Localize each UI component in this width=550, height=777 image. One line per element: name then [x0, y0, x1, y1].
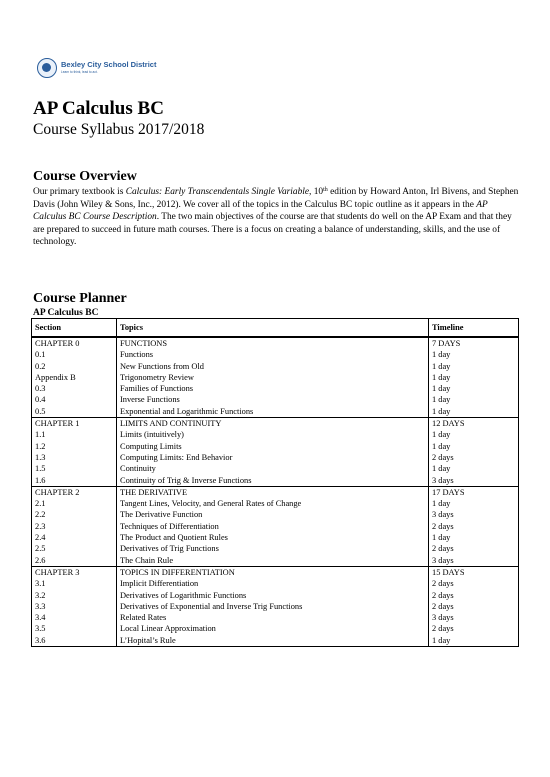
table-row: [32, 406, 519, 418]
cell-topic: Exponential and Logarithmic Functions: [117, 406, 429, 418]
table-row: [32, 452, 519, 463]
cell-topic: New Functions from Old: [117, 361, 429, 372]
cell-section: 1.1: [32, 429, 117, 440]
course-planner-table: [31, 318, 519, 647]
cell-timeline: 2 days: [429, 521, 519, 532]
planner-table-body: [32, 337, 519, 647]
cell-section: CHAPTER 1: [32, 418, 117, 430]
cell-timeline: 1 day: [429, 429, 519, 440]
table-row: [32, 509, 519, 520]
table-row: [32, 555, 519, 567]
table-header-row: [32, 319, 519, 338]
cell-timeline: 2 days: [429, 578, 519, 589]
cell-timeline: 1 day: [429, 498, 519, 509]
cell-section: 0.5: [32, 406, 117, 418]
district-name: Bexley City School District: [61, 60, 157, 69]
course-description-title: AP Calculus BC Course Description: [33, 199, 488, 222]
cell-section: 3.4: [32, 612, 117, 623]
cell-topic: Local Linear Approximation: [117, 623, 429, 634]
cell-timeline: 1 day: [429, 349, 519, 360]
cell-topic: Derivatives of Trig Functions: [117, 543, 429, 554]
chapter-row: [32, 566, 519, 578]
cell-section: 3.6: [32, 635, 117, 647]
cell-timeline: 7 DAYS: [429, 337, 519, 349]
textbook-title: Calculus: Early Transcendentals Single Variable,: [125, 187, 312, 197]
cell-timeline: 2 days: [429, 452, 519, 463]
table-row: [32, 532, 519, 543]
cell-topic: Techniques of Differentiation: [117, 521, 429, 532]
cell-topic: Trigonometry Review: [117, 372, 429, 383]
cell-timeline: 1 day: [429, 361, 519, 372]
chapter-row: [32, 418, 519, 430]
table-row: [32, 372, 519, 383]
cell-topic: THE DERIVATIVE: [117, 486, 429, 498]
cell-topic: The Derivative Function: [117, 509, 429, 520]
table-row: [32, 475, 519, 487]
cell-topic: Implicit Differentiation: [117, 578, 429, 589]
table-row: [32, 463, 519, 474]
cell-section: 3.2: [32, 590, 117, 601]
cell-topic: Derivatives of Exponential and Inverse Trig Functions: [117, 601, 429, 612]
cell-section: 2.5: [32, 543, 117, 554]
cell-timeline: 1 day: [429, 463, 519, 474]
cell-topic: Continuity: [117, 463, 429, 474]
table-row: [32, 635, 519, 647]
column-header-timeline: Timeline: [429, 319, 519, 338]
cell-section: 2.4: [32, 532, 117, 543]
cell-section: CHAPTER 2: [32, 486, 117, 498]
planner-table-caption: AP Calculus BC: [33, 308, 99, 318]
cell-timeline: 1 day: [429, 635, 519, 647]
cell-section: Appendix B: [32, 372, 117, 383]
table-row: [32, 521, 519, 532]
cell-topic: Computing Limits: [117, 441, 429, 452]
cell-section: 1.3: [32, 452, 117, 463]
cell-timeline: 12 DAYS: [429, 418, 519, 430]
cell-section: 2.6: [32, 555, 117, 567]
district-tagline: Learn to think, lead to act.: [61, 70, 98, 74]
table-row: [32, 601, 519, 612]
course-overview-heading: Course Overview: [33, 169, 137, 184]
cell-section: 1.6: [32, 475, 117, 487]
cell-topic: FUNCTIONS: [117, 337, 429, 349]
cell-section: 3.1: [32, 578, 117, 589]
cell-timeline: 1 day: [429, 394, 519, 405]
course-overview-text: Our primary textbook is Calculus: Early Transcendentals Single Variable, 10th edition by Howard Anton, Irl Bivens, and Stephen Davis (John Wiley & Sons, Inc., 2012). We cover all of the topics in the Calculus BC topic outline as it appears in the AP Calculus BC Course Description. The two main objectives of the course are that students do well on the AP Exam and that they are prepared to succeed in future math courses. There is a focus on creating a balance of understanding, skills, and the use of technology.: [33, 187, 519, 247]
cell-topic: The Product and Quotient Rules: [117, 532, 429, 543]
cell-timeline: 1 day: [429, 383, 519, 394]
table-row: [32, 394, 519, 405]
cell-topic: Families of Functions: [117, 383, 429, 394]
cell-topic: Continuity of Trig & Inverse Functions: [117, 475, 429, 487]
cell-section: 0.1: [32, 349, 117, 360]
chapter-row: [32, 486, 519, 498]
page-subtitle: Course Syllabus 2017/2018: [33, 121, 205, 138]
cell-topic: L’Hopital’s Rule: [117, 635, 429, 647]
cell-section: CHAPTER 3: [32, 566, 117, 578]
cell-section: 3.3: [32, 601, 117, 612]
column-header-section: Section: [32, 319, 117, 338]
table-row: [32, 543, 519, 554]
course-planner-heading: Course Planner: [33, 291, 127, 306]
cell-topic: The Chain Rule: [117, 555, 429, 567]
cell-section: 1.5: [32, 463, 117, 474]
cell-topic: LIMITS AND CONTINUITY: [117, 418, 429, 430]
cell-section: 1.2: [32, 441, 117, 452]
table-row: [32, 578, 519, 589]
cell-section: 0.3: [32, 383, 117, 394]
cell-topic: Functions: [117, 349, 429, 360]
district-seal-icon: [37, 58, 57, 78]
cell-section: 2.1: [32, 498, 117, 509]
page-title: AP Calculus BC: [33, 98, 164, 119]
cell-section: 0.2: [32, 361, 117, 372]
cell-timeline: 2 days: [429, 543, 519, 554]
cell-section: 0.4: [32, 394, 117, 405]
table-row: [32, 361, 519, 372]
cell-timeline: 1 day: [429, 372, 519, 383]
table-row: [32, 441, 519, 452]
cell-topic: Limits (intuitively): [117, 429, 429, 440]
cell-timeline: 15 DAYS: [429, 566, 519, 578]
cell-timeline: 2 days: [429, 590, 519, 601]
table-row: [32, 349, 519, 360]
cell-topic: Computing Limits: End Behavior: [117, 452, 429, 463]
table-row: [32, 612, 519, 623]
table-row: [32, 590, 519, 601]
cell-timeline: 1 day: [429, 532, 519, 543]
cell-topic: Derivatives of Logarithmic Functions: [117, 590, 429, 601]
cell-topic: Inverse Functions: [117, 394, 429, 405]
cell-timeline: 3 days: [429, 555, 519, 567]
cell-section: 2.3: [32, 521, 117, 532]
cell-timeline: 1 day: [429, 406, 519, 418]
table-row: [32, 498, 519, 509]
cell-timeline: 3 days: [429, 509, 519, 520]
table-row: [32, 623, 519, 634]
cell-timeline: 17 DAYS: [429, 486, 519, 498]
cell-timeline: 1 day: [429, 441, 519, 452]
table-row: [32, 383, 519, 394]
cell-section: CHAPTER 0: [32, 337, 117, 349]
column-header-topics: Topics: [117, 319, 429, 338]
cell-timeline: 2 days: [429, 601, 519, 612]
cell-topic: Tangent Lines, Velocity, and General Rates of Change: [117, 498, 429, 509]
cell-topic: Related Rates: [117, 612, 429, 623]
cell-timeline: 3 days: [429, 612, 519, 623]
district-logo: [37, 58, 163, 80]
cell-topic: TOPICS IN DIFFERENTIATION: [117, 566, 429, 578]
cell-timeline: 3 days: [429, 475, 519, 487]
cell-section: 2.2: [32, 509, 117, 520]
chapter-row: [32, 337, 519, 349]
table-row: [32, 429, 519, 440]
cell-section: 3.5: [32, 623, 117, 634]
cell-timeline: 2 days: [429, 623, 519, 634]
